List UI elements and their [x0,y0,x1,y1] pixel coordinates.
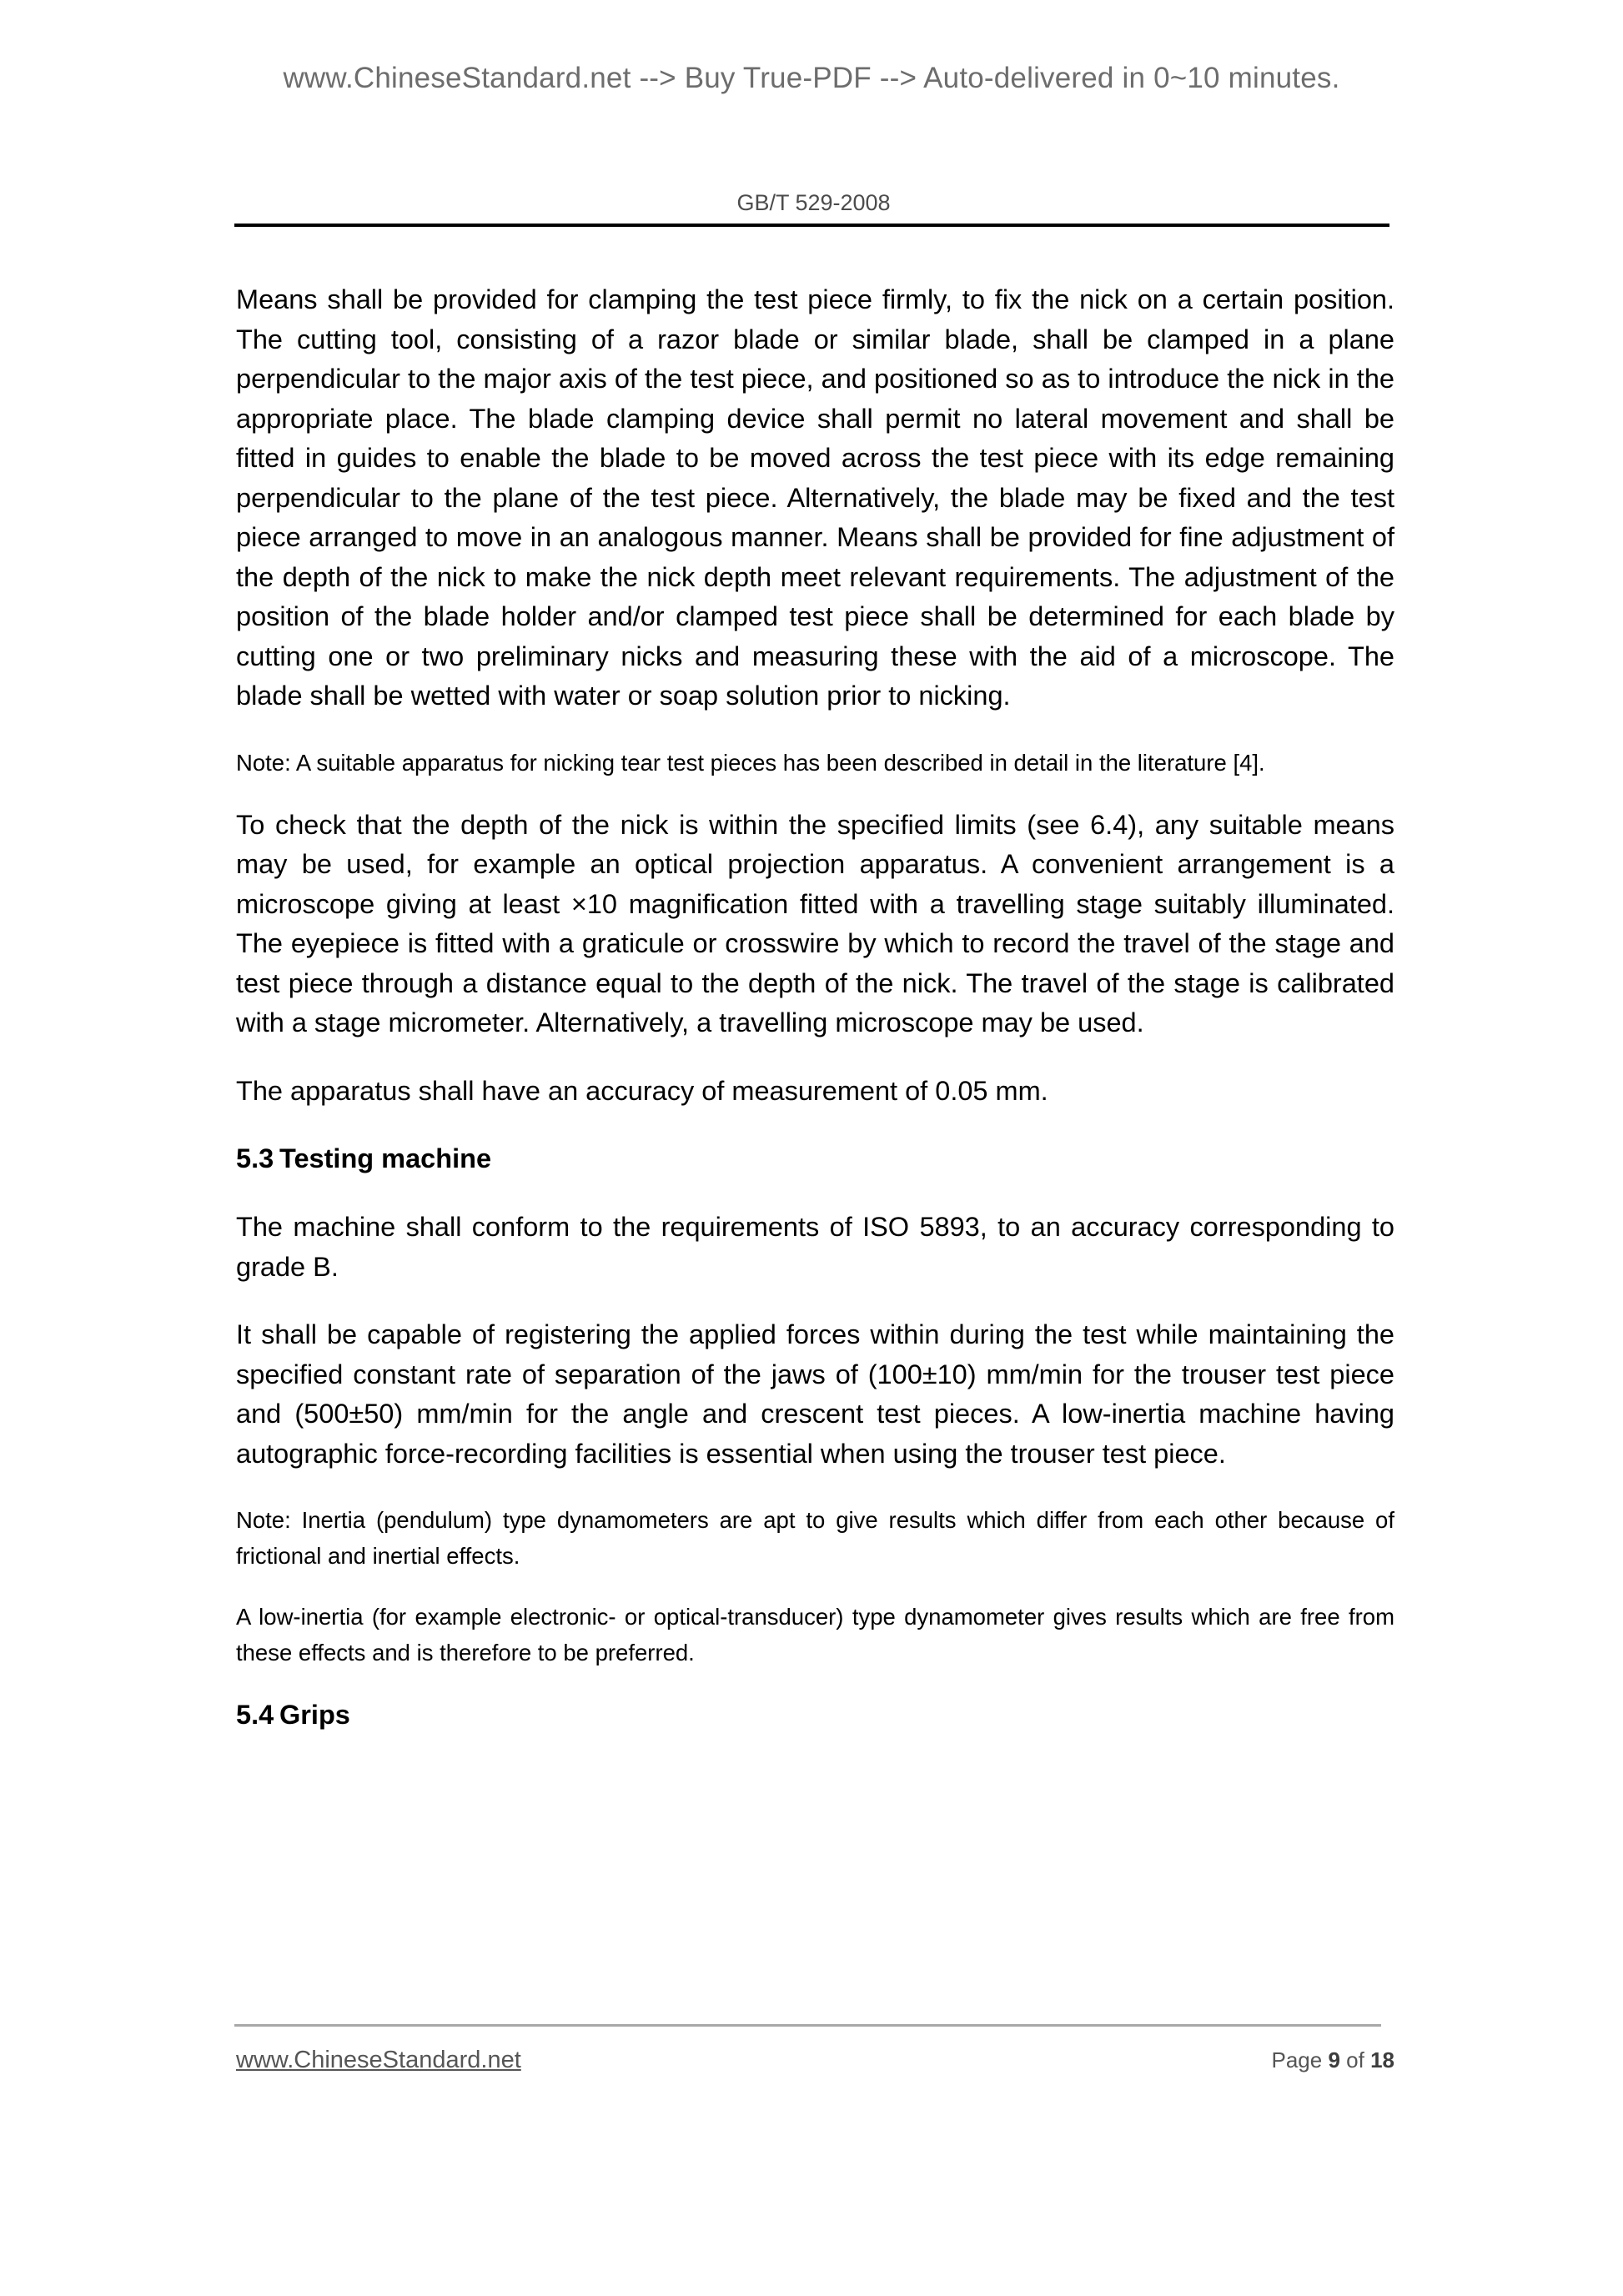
header-divider [234,224,1389,227]
section-heading-5-4 [236,1696,1394,1734]
running-head-standard-code: GB/T 529-2008 [736,190,891,215]
note-nicking-apparatus: Note: A suitable apparatus for nicking tear test pieces has been described in detail in the literature [4]. [236,749,1265,776]
paragraph-force-registering: It shall be capable of registering the applied forces within during the test while maintaining the specified constant rate of separation of the jaws of (100±10) mm/min for the trouser test piece and (500±50) mm/min for the angle and crescent test pieces. A low-inertia machine having autographic force-recording facilities is essential when using the trouser test piece. [236,1319,1394,1469]
section-title-5-3: Testing machine [279,1143,492,1173]
footer-page-number: 9 [1328,2047,1340,2072]
promo-banner-text: www.ChineseStandard.net --> Buy True-PDF --> Auto-delivered in 0~10 minutes. [283,62,1340,94]
paragraph-apparatus-clamping: Means shall be provided for clamping the test piece firmly, to fix the nick on a certain position. The cutting tool, consisting of a razor blade or similar blade, shall be clamped in a plane perpendicular to the major axis of the test piece, and positioned so as to introduce the nick in the appropriate place. The blade clamping device shall permit no lateral movement and shall be fitted in guides to enable the blade to be moved across the test piece with its edge remaining perpendicular to the plane of the test piece. Alternatively, the blade may be fixed and the test piece arranged to move in an analogous manner. Means shall be provided for fine adjustment of the depth of the nick to make the nick depth meet relevant requirements. The adjustment of the position of the blade holder and/or clamped test piece shall be determined for each blade by cutting one or two preliminary nicks and measuring these with the aid of a microscope. The blade shall be wetted with water or soap solution prior to nicking. [236,284,1394,711]
section-number-5-4: 5.4 [236,1700,274,1730]
page-footer [236,2047,1394,2074]
document-body [236,280,1394,1764]
section-title-5-4: Grips [279,1700,350,1730]
footer-page-indicator [1271,2047,1394,2073]
note-low-inertia-dynamometer: A low-inertia (for example electronic- or optical-transducer) type dynamometer gives results which are free from these effects and is therefore to be preferred. [236,1604,1394,1665]
footer-site-link[interactable]: www.ChineseStandard.net [236,2047,521,2073]
note-inertia-dynamometers: Note: Inertia (pendulum) type dynamometers are apt to give results which differ from each other because of frictional and inertial effects. [236,1507,1394,1569]
section-number-5-3: 5.3 [236,1143,274,1173]
footer-page-total: 18 [1370,2047,1394,2072]
paragraph-nick-depth-check: To check that the depth of the nick is within the specified limits (see 6.4), any suitable means may be used, for example an optical projection apparatus. A convenient arrangement is a microscope giving at least ×10 magnification fitted with a travelling stage suitably illuminated. The eyepiece is fitted with a graticule or crosswire by which to record the travel of the stage and test piece through a distance equal to the depth of the nick. The travel of the stage is calibrated with a stage micrometer. Alternatively, a travelling microscope may be used. [236,809,1394,1037]
footer-page-prefix: Page [1271,2047,1323,2072]
footer-page-of: of [1346,2047,1364,2072]
section-heading-5-3 [236,1139,1394,1178]
footer-divider [234,2024,1381,2027]
paragraph-machine-conformance: The machine shall conform to the requirements of ISO 5893, to an accuracy corresponding to grade B. [236,1212,1394,1282]
paragraph-measurement-accuracy: The apparatus shall have an accuracy of measurement of 0.05 mm. [236,1075,1048,1106]
